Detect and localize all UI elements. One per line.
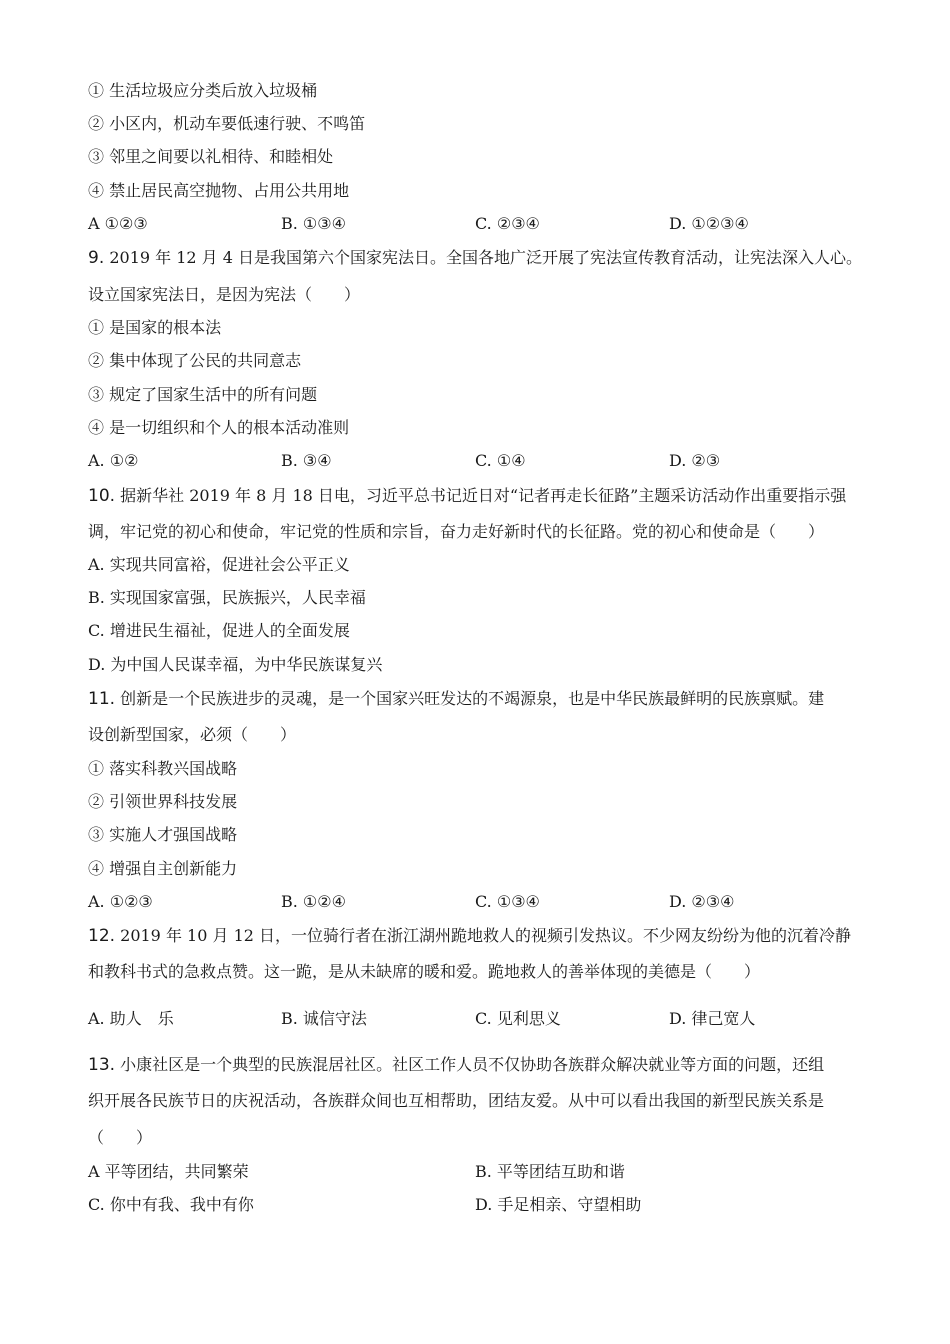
q11-stem-line-2: 设创新型国家，必须（ ） [88, 725, 297, 744]
q9-item-4: ④ 是一切组织和个人的根本活动准则 [88, 418, 350, 437]
q10-number: 10. [88, 486, 116, 506]
q9-stem-line-2: 设立国家宪法日，是因为宪法（ ） [88, 285, 361, 304]
q13-stem-line-2: 织开展各民族节日的庆祝活动，各族群众间也互相帮助，团结友爱。从中可以看出我国的新型民族关系是 [88, 1091, 825, 1110]
q9-option-a: A. ①② [88, 451, 139, 470]
q12-stem-text: 2019 年 10 月 12 日，一位骑行者在浙江湖州跪地救人的视频引发热议。不少网友纷纷为他的沉着冷静 [120, 926, 852, 945]
q13-option-a: A 平等团结，共同繁荣 [88, 1162, 249, 1181]
q11-number: 11. [88, 689, 116, 709]
q8-item-3: ③ 邻里之间要以礼相待、和睦相处 [88, 147, 334, 166]
q9-stem-text: 2019 年 12 月 4 日是我国第六个国家宪法日。全国各地广泛开展了宪法宣传教育活动，让宪法深入人心。 [109, 248, 863, 267]
q12-option-a: A. 助人 乐 [88, 1009, 174, 1028]
q11-item-4: ④ 增强自主创新能力 [88, 859, 238, 878]
q10-option-b: B. 实现国家富强，民族振兴，人民幸福 [88, 588, 366, 607]
q13-option-c: C. 你中有我、我中有你 [88, 1195, 254, 1214]
q11-stem-text: 创新是一个民族进步的灵魂，是一个国家兴旺发达的不竭源泉，也是中华民族最鲜明的民族禀赋。建 [120, 689, 825, 708]
q11-option-c: C. ①③④ [475, 892, 540, 911]
q10-option-c: C. 增进民生福祉，促进人的全面发展 [88, 621, 350, 640]
q10-option-a: A. 实现共同富裕，促进社会公平正义 [88, 555, 350, 574]
q12-number: 12. [88, 926, 116, 946]
q13-stem-line-1 [88, 1055, 824, 1075]
q9-item-1: ① 是国家的根本法 [88, 318, 222, 337]
q11-stem-line-1 [88, 689, 824, 709]
q12-option-c: C. 见利思义 [475, 1009, 561, 1028]
q11-item-1: ① 落实科教兴国战略 [88, 759, 238, 778]
q9-item-3: ③ 规定了国家生活中的所有问题 [88, 385, 318, 404]
q9-option-b: B. ③④ [281, 451, 332, 470]
q11-item-3: ③ 实施人才强国战略 [88, 825, 238, 844]
q9-option-d: D. ②③ [669, 451, 721, 470]
q10-stem-line-2: 调，牢记党的初心和使命，牢记党的性质和宗旨，奋力走好新时代的长征路。党的初心和使命是（ ） [88, 522, 825, 541]
q11-option-b: B. ①②④ [281, 892, 346, 911]
q8-option-d: D. ①②③④ [669, 214, 749, 233]
q13-option-d: D. 手足相亲、守望相助 [475, 1195, 642, 1214]
q12-stem-line-1 [88, 926, 851, 946]
q10-option-d: D. 为中国人民谋幸福，为中华民族谋复兴 [88, 655, 383, 674]
q13-number: 13. [88, 1055, 116, 1075]
q12-option-d: D. 律己宽人 [669, 1009, 756, 1028]
q8-option-c: C. ②③④ [475, 214, 540, 233]
q9-stem-line-1 [88, 248, 862, 268]
q8-item-4: ④ 禁止居民高空抛物、占用公共用地 [88, 181, 350, 200]
q10-stem-text: 据新华社 2019 年 8 月 18 日电，习近平总书记近日对“记者再走长征路”主题采访活动作出重要指示强 [120, 486, 847, 505]
q8-item-2: ② 小区内，机动车要低速行驶、不鸣笛 [88, 114, 366, 133]
q13-option-b: B. 平等团结互助和谐 [475, 1162, 625, 1181]
q12-option-b: B. 诚信守法 [281, 1009, 367, 1028]
q11-option-d: D. ②③④ [669, 892, 735, 911]
q13-stem-text: 小康社区是一个典型的民族混居社区。社区工作人员不仅协助各族群众解决就业等方面的问题，还组 [120, 1055, 825, 1074]
q11-option-a: A. ①②③ [88, 892, 153, 911]
q10-stem-line-1 [88, 486, 846, 506]
q8-option-a: A ①②③ [88, 214, 148, 233]
q9-item-2: ② 集中体现了公民的共同意志 [88, 351, 302, 370]
q8-item-1: ① 生活垃圾应分类后放入垃圾桶 [88, 81, 318, 100]
q12-stem-line-2: 和教科书式的急救点赞。这一跪，是从未缺席的暖和爱。跪地救人的善举体现的美德是（ ） [88, 962, 761, 981]
q11-item-2: ② 引领世界科技发展 [88, 792, 238, 811]
q13-stem-line-3: （ ） [88, 1128, 153, 1147]
q8-option-b: B. ①③④ [281, 214, 346, 233]
q9-number: 9. [88, 248, 105, 268]
q9-option-c: C. ①④ [475, 451, 526, 470]
